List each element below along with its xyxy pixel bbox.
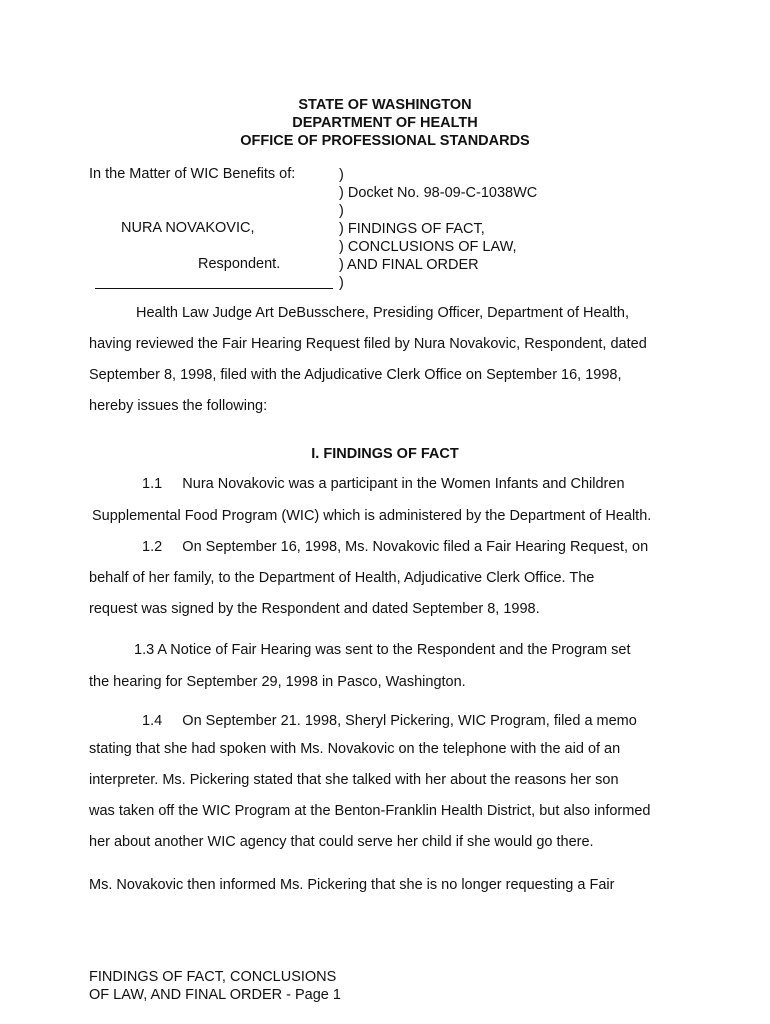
caption-docket: ) Docket No. 98-09-C-1038WC [339,185,538,201]
caption-title-order: ) AND FINAL ORDER [339,257,479,273]
caption-title-conclusions: ) CONCLUSIONS OF LAW, [339,239,517,255]
intro-line: having reviewed the Fair Hearing Request filed by Nura Novakovic, Respondent, dated [89,336,647,352]
caption-right-line: ) [339,275,344,291]
footer-title-line: FINDINGS OF FACT, CONCLUSIONS [89,969,337,985]
caption-signature-line [95,288,333,289]
finding-1-1-line: 1.1 Nura Novakovic was a participant in the Women Infants and Children [142,476,625,492]
finding-1-2-line: behalf of her family, to the Department of Health, Adjudicative Clerk Office. The [89,570,595,586]
finding-1-2-line: 1.2 On September 16, 1998, Ms. Novakovic filed a Fair Hearing Request, on [142,539,649,555]
caption-right-line: ) [339,167,344,183]
finding-1-3-line: 1.3 A Notice of Fair Hearing was sent to the Respondent and the Program set [134,642,631,658]
finding-1-4-line: was taken off the WIC Program at the Benton-Franklin Health District, but also informed [89,803,651,819]
header-state: STATE OF WASHINGTON [298,97,472,113]
intro-line: hereby issues the following: [89,398,268,414]
caption-right-line: ) [339,203,344,219]
finding-1-4-line: stating that she had spoken with Ms. Novakovic on the telephone with the aid of an [89,741,621,757]
finding-1-1-line: Supplemental Food Program (WIC) which is administered by the Department of Health. [92,508,652,524]
header-office: OFFICE OF PROFESSIONAL STANDARDS [240,133,530,149]
finding-1-3-line: the hearing for September 29, 1998 in Pasco, Washington. [89,674,466,690]
finding-1-4-line: her about another WIC agency that could serve her child if she would go there. [89,834,594,850]
caption-respondent-name: NURA NOVAKOVIC, [121,220,255,236]
finding-1-4-line: 1.4 On September 21. 1998, Sheryl Pickering, WIC Program, filed a memo [142,713,637,729]
finding-1-4-line: interpreter. Ms. Pickering stated that she talked with her about the reasons her son [89,772,619,788]
intro-line: September 8, 1998, filed with the Adjudicative Clerk Office on September 16, 1998, [89,367,622,383]
caption-right-column [339,166,537,292]
footer-page-line: OF LAW, AND FINAL ORDER - Page 1 [89,987,341,1003]
finding-1-2-line: request was signed by the Respondent and dated September 8, 1998. [89,601,540,617]
finding-continuation-line: Ms. Novakovic then informed Ms. Pickering that she is no longer requesting a Fair [89,877,615,893]
caption-title-findings: ) FINDINGS OF FACT, [339,221,485,237]
caption-matter-label: In the Matter of WIC Benefits of: [89,166,296,182]
header-department: DEPARTMENT OF HEALTH [292,115,478,131]
caption-respondent-label: Respondent. [198,256,281,272]
section-title-findings: I. FINDINGS OF FACT [311,446,459,462]
intro-line: Health Law Judge Art DeBusschere, Presiding Officer, Department of Health, [136,305,629,321]
